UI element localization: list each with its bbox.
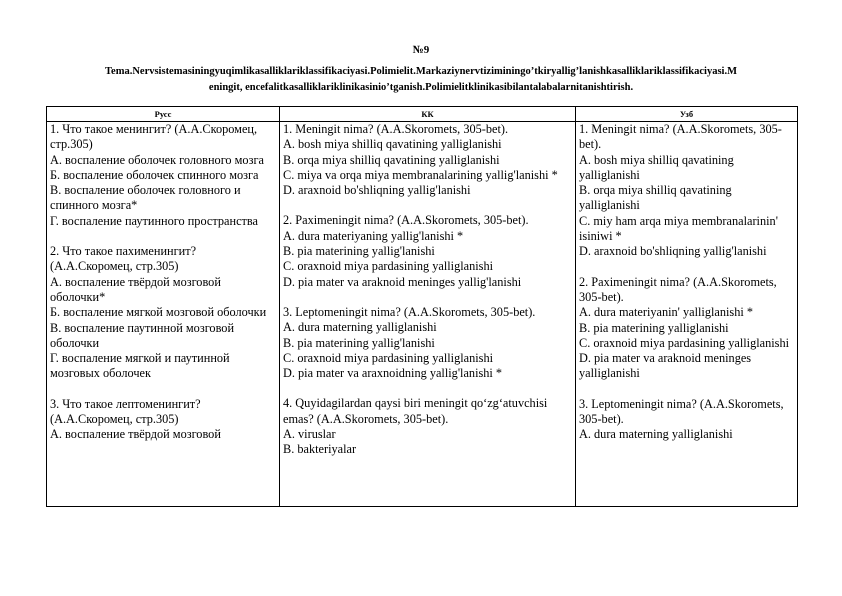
answer-option: D. pia mater va araknoid meninges yallig'lanishi (283, 274, 522, 289)
question-text: 2. Что такое пахименингит? (А.А.Скоромец, стр.305) (50, 244, 197, 274)
answer-option: A. dura materiyaning yallig'lanishi * (283, 228, 464, 243)
answer-option: A. bosh miya shilliq qavatining yalliglanishi (579, 152, 734, 182)
answer-option: C. oraxnoid miya pardasining yalliglanishi (283, 259, 494, 274)
question-block (579, 397, 794, 443)
answer-option: D. araxnoid bo'shliqning yallig'lanishi (579, 244, 767, 259)
subtitle-line-1: Tema.Nervsistemasiningyuqimlikasalliklariklassifikaciyasi.Polimielit.Markaziynervtiziminingo’tkiryallig’lanishkasalliklariklassifikaciyasi.M (105, 66, 737, 77)
column-russian (47, 122, 280, 507)
answer-option: A. dura materning yalliglanishi (283, 320, 437, 335)
question-text: 3. Leptomeningit nima? (A.A.Skoromets, 305-bet). (579, 396, 784, 427)
question-text: 1. Meningit nima? (A.A.Skorometѕ, 305-bet). (579, 122, 782, 152)
question-block (579, 275, 794, 382)
answer-option: C. miy ham arqa miya membranalarinin' isiniwi * (579, 213, 778, 244)
answer-option: А. воспаление твёрдой мозговой (50, 427, 221, 442)
question-block (50, 397, 276, 443)
answer-option: A. dura materning yalliglanishi (579, 427, 733, 442)
answer-option: B. orqa miya shilliq qavatining yalliglanishi (283, 152, 500, 167)
answer-option: A. viruslar (283, 427, 336, 442)
answer-option: B. pia materining yallig'lanishi (283, 335, 435, 350)
answer-option: Г. воспаление паутинного пространства (50, 213, 259, 228)
column-uzbek (576, 122, 798, 507)
question-text: 4. Quyidagilardan qaysi biri meningit qo‘zg‘atuvchisi emas? (A.A.Skoromets, 305-bet). (283, 396, 548, 426)
header-russian: Русс (47, 107, 280, 122)
header-kk: КК (280, 107, 576, 122)
answer-option: Г. воспаление мягкой и паутинной мозговых оболочек (50, 351, 230, 381)
answer-option: В. воспаление паутинной мозговой оболочки (50, 320, 235, 350)
answer-option: А. воспаление оболочек головного мозга (50, 152, 264, 167)
answer-option: Б. воспаление оболочек спинного мозга (50, 167, 259, 182)
questions-table (46, 106, 798, 507)
answer-option: B. bakteriyalar (283, 442, 357, 457)
answer-option: Б. воспаление мягкой мозговой оболочки (50, 305, 267, 320)
document-number: №9 (412, 44, 430, 56)
question-text: 2. Paximeningit nima? (A.A.Skoromets, 305-bet). (579, 274, 777, 304)
answer-option: B. orqa miya shilliq qavatining yalliglanishi (579, 183, 732, 213)
answer-option: В. воспаление оболочек головного и спинного мозга* (50, 183, 241, 213)
answer-option: C. miya va orqa miya membranalarining yallig'lanishi * (283, 167, 558, 182)
answer-option: B. pia materining yalliglanishi (579, 320, 729, 335)
header-uzbek: Узб (576, 107, 798, 122)
document-subtitle (46, 64, 796, 96)
question-block (283, 305, 572, 381)
answer-option: А. воспаление твёрдой мозговой оболочки* (50, 274, 221, 304)
answer-option: D. pia mater va araknoid meninges yalliglanishi (579, 351, 752, 381)
question-block (283, 122, 572, 198)
question-text: 1. Meningit nima? (A.A.Skoromets, 305-bet). (283, 122, 509, 136)
question-block (579, 122, 794, 260)
question-text: 3. Leptomeningit nima? (A.A.Skoromets, 305-bet). (283, 304, 536, 319)
answer-option: A. dura materiyanin' yalliglanishi * (579, 305, 753, 320)
question-block (283, 396, 572, 457)
answer-option: D. pia mater va araxnoidning yallig'lanishi * (283, 366, 503, 381)
question-block (283, 213, 572, 289)
subtitle-line-2: eningit, encefalitkasalliklariklinikasinio’tganish.Polimielitklinikasibilantalabalarnitanishtirish. (208, 82, 634, 93)
question-text: 3. Что такое лептоменингит? (А.А.Скоромец, стр.305) (50, 396, 201, 427)
question-text: 1. Что такое менингит? (А.А.Скоромец, стр.305) (50, 122, 258, 152)
answer-option: B. pia materining yallig'lanishi (283, 244, 435, 259)
question-block (50, 244, 276, 382)
table-body-row (47, 122, 798, 507)
question-block (50, 122, 276, 229)
answer-option: C. oraxnoid miya pardasining yalliglanishi (283, 350, 494, 365)
question-text: 2. Paximeningit nima? (A.A.Skoromets, 305-bet). (283, 213, 529, 228)
column-kk (280, 122, 576, 507)
answer-option: D. araxnoid bo'shliqning yallig'lanishi (283, 183, 471, 198)
answer-option: A. bosh miya shilliq qavatining yalliglanishi (283, 137, 502, 152)
table-header-row (47, 107, 798, 122)
answer-option: C. oraxnoid miya pardasining yalliglanishi (579, 335, 790, 350)
